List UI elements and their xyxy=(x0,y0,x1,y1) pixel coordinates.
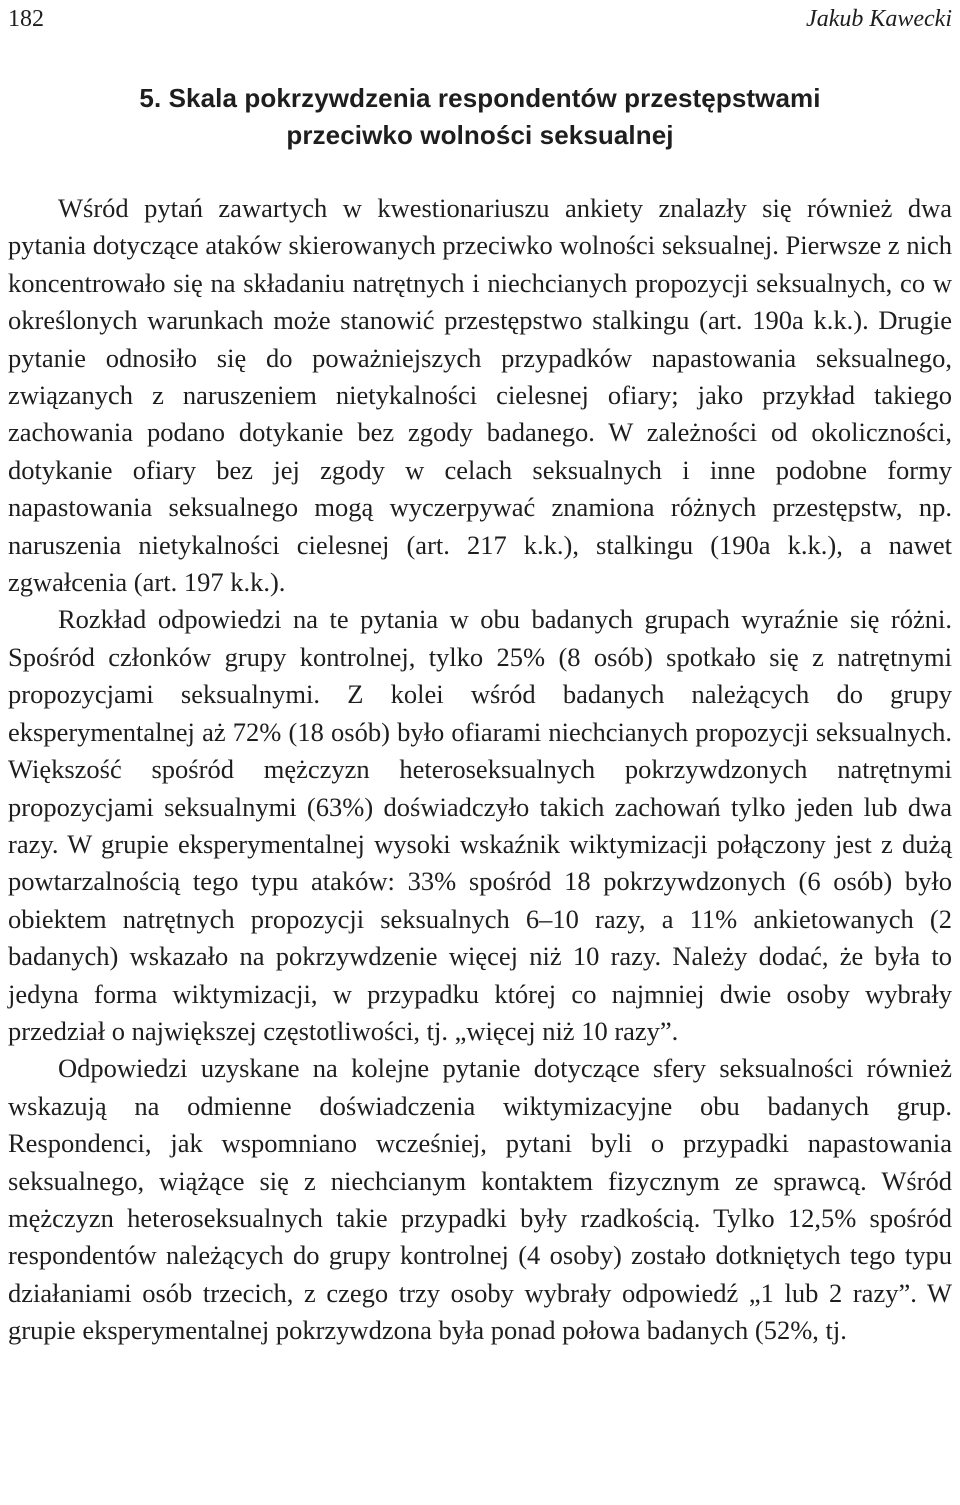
body-text xyxy=(8,190,952,1350)
page-header xyxy=(8,4,952,34)
page-number: 182 xyxy=(8,6,44,32)
paragraph-2: Rozkład odpowiedzi na te pytania w obu badanych grupach wyraźnie się różni. Spośród członków grupy kontrolnej, tylko 25% (8 osób) spotkało się z natrętnymi propozycjami seksualnymi. Z kolei wśród badanych należących do grupy eksperymentalnej aż 72% (18 osób) było ofiarami niechcianych propozycji seksualnych. Większość spośród mężczyzn heteroseksualnych pokrzywdzonych natrętnymi propozycjami seksualnymi (63%) doświadczyło takich zachowań tylko jeden lub dwa razy. W grupie eksperymentalnej wysoki wskaźnik wiktymizacji połączony jest z dużą powtarzalnością tego typu ataków: 33% spośród 18 pokrzywdzonych (6 osób) było obiektem natrętnych propozycji seksualnych 6–10 razy, a 11% ankietowanych (2 badanych) wskazało na pokrzywdzenie więcej niż 10 razy. Należy dodać, że była to jedyna forma wiktymizacji, w przypadku której co najmniej dwie osoby wybrały przedział o największej częstotliwości, tj. „więcej niż 10 razy”. xyxy=(8,604,952,1046)
section-title xyxy=(8,80,952,154)
paragraph-3: Odpowiedzi uzyskane na kolejne pytanie dotyczące sfery seksualności również wskazują na odmienne doświadczenia wiktymizacyjne obu badanych grup. Respondenci, jak wspomniano wcześniej, pytani byli o przypadki napastowania seksualnego, wiążące się z niechcianym kontaktem fizycznym ze sprawcą. Wśród mężczyzn heteroseksualnych takie przypadki były rzadkością. Tylko 12,5% spośród respondentów należących do grupy kontrolnej (4 osoby) zostało dotkniętych tego typu działaniami osób trzecich, z czego trzy osoby wybrały odpowiedź „1 lub 2 razy”. W grupie eksperymentalnej pokrzywdzona była ponad połowa badanych (52%, tj. xyxy=(8,1053,952,1346)
section-title-line-2: przeciwko wolności seksualnej xyxy=(286,120,674,150)
running-head-author: Jakub Kawecki xyxy=(806,6,952,32)
section-title-line-1: 5. Skala pokrzywdzenia respondentów przestępstwami xyxy=(139,83,821,113)
paragraph-1: Wśród pytań zawartych w kwestionariuszu ankiety znalazły się również dwa pytania dotyczące ataków skierowanych przeciwko wolności seksualnej. Pierwsze z nich koncentrowało się na składaniu natrętnych i niechcianych propozycji seksualnych, co w określonych warunkach może stanowić przestępstwo stalkingu (art. 190a k.k.). Drugie pytanie odnosiło się do poważniejszych przypadków napastowania seksualnego, związanych z naruszeniem nietykalności cielesnej ofiary; jako przykład takiego zachowania podano dotykanie bez zgody badanego. W zależności od okoliczności, dotykanie ofiary bez jej zgody w celach seksualnych i inne podobne formy napastowania seksualnego mogą wyczerpywać znamiona różnych przestępstw, np. naruszenia nietykalności cielesnej (art. 217 k.k.), stalkingu (190a k.k.), a nawet zgwałcenia (art. 197 k.k.). xyxy=(8,193,952,598)
